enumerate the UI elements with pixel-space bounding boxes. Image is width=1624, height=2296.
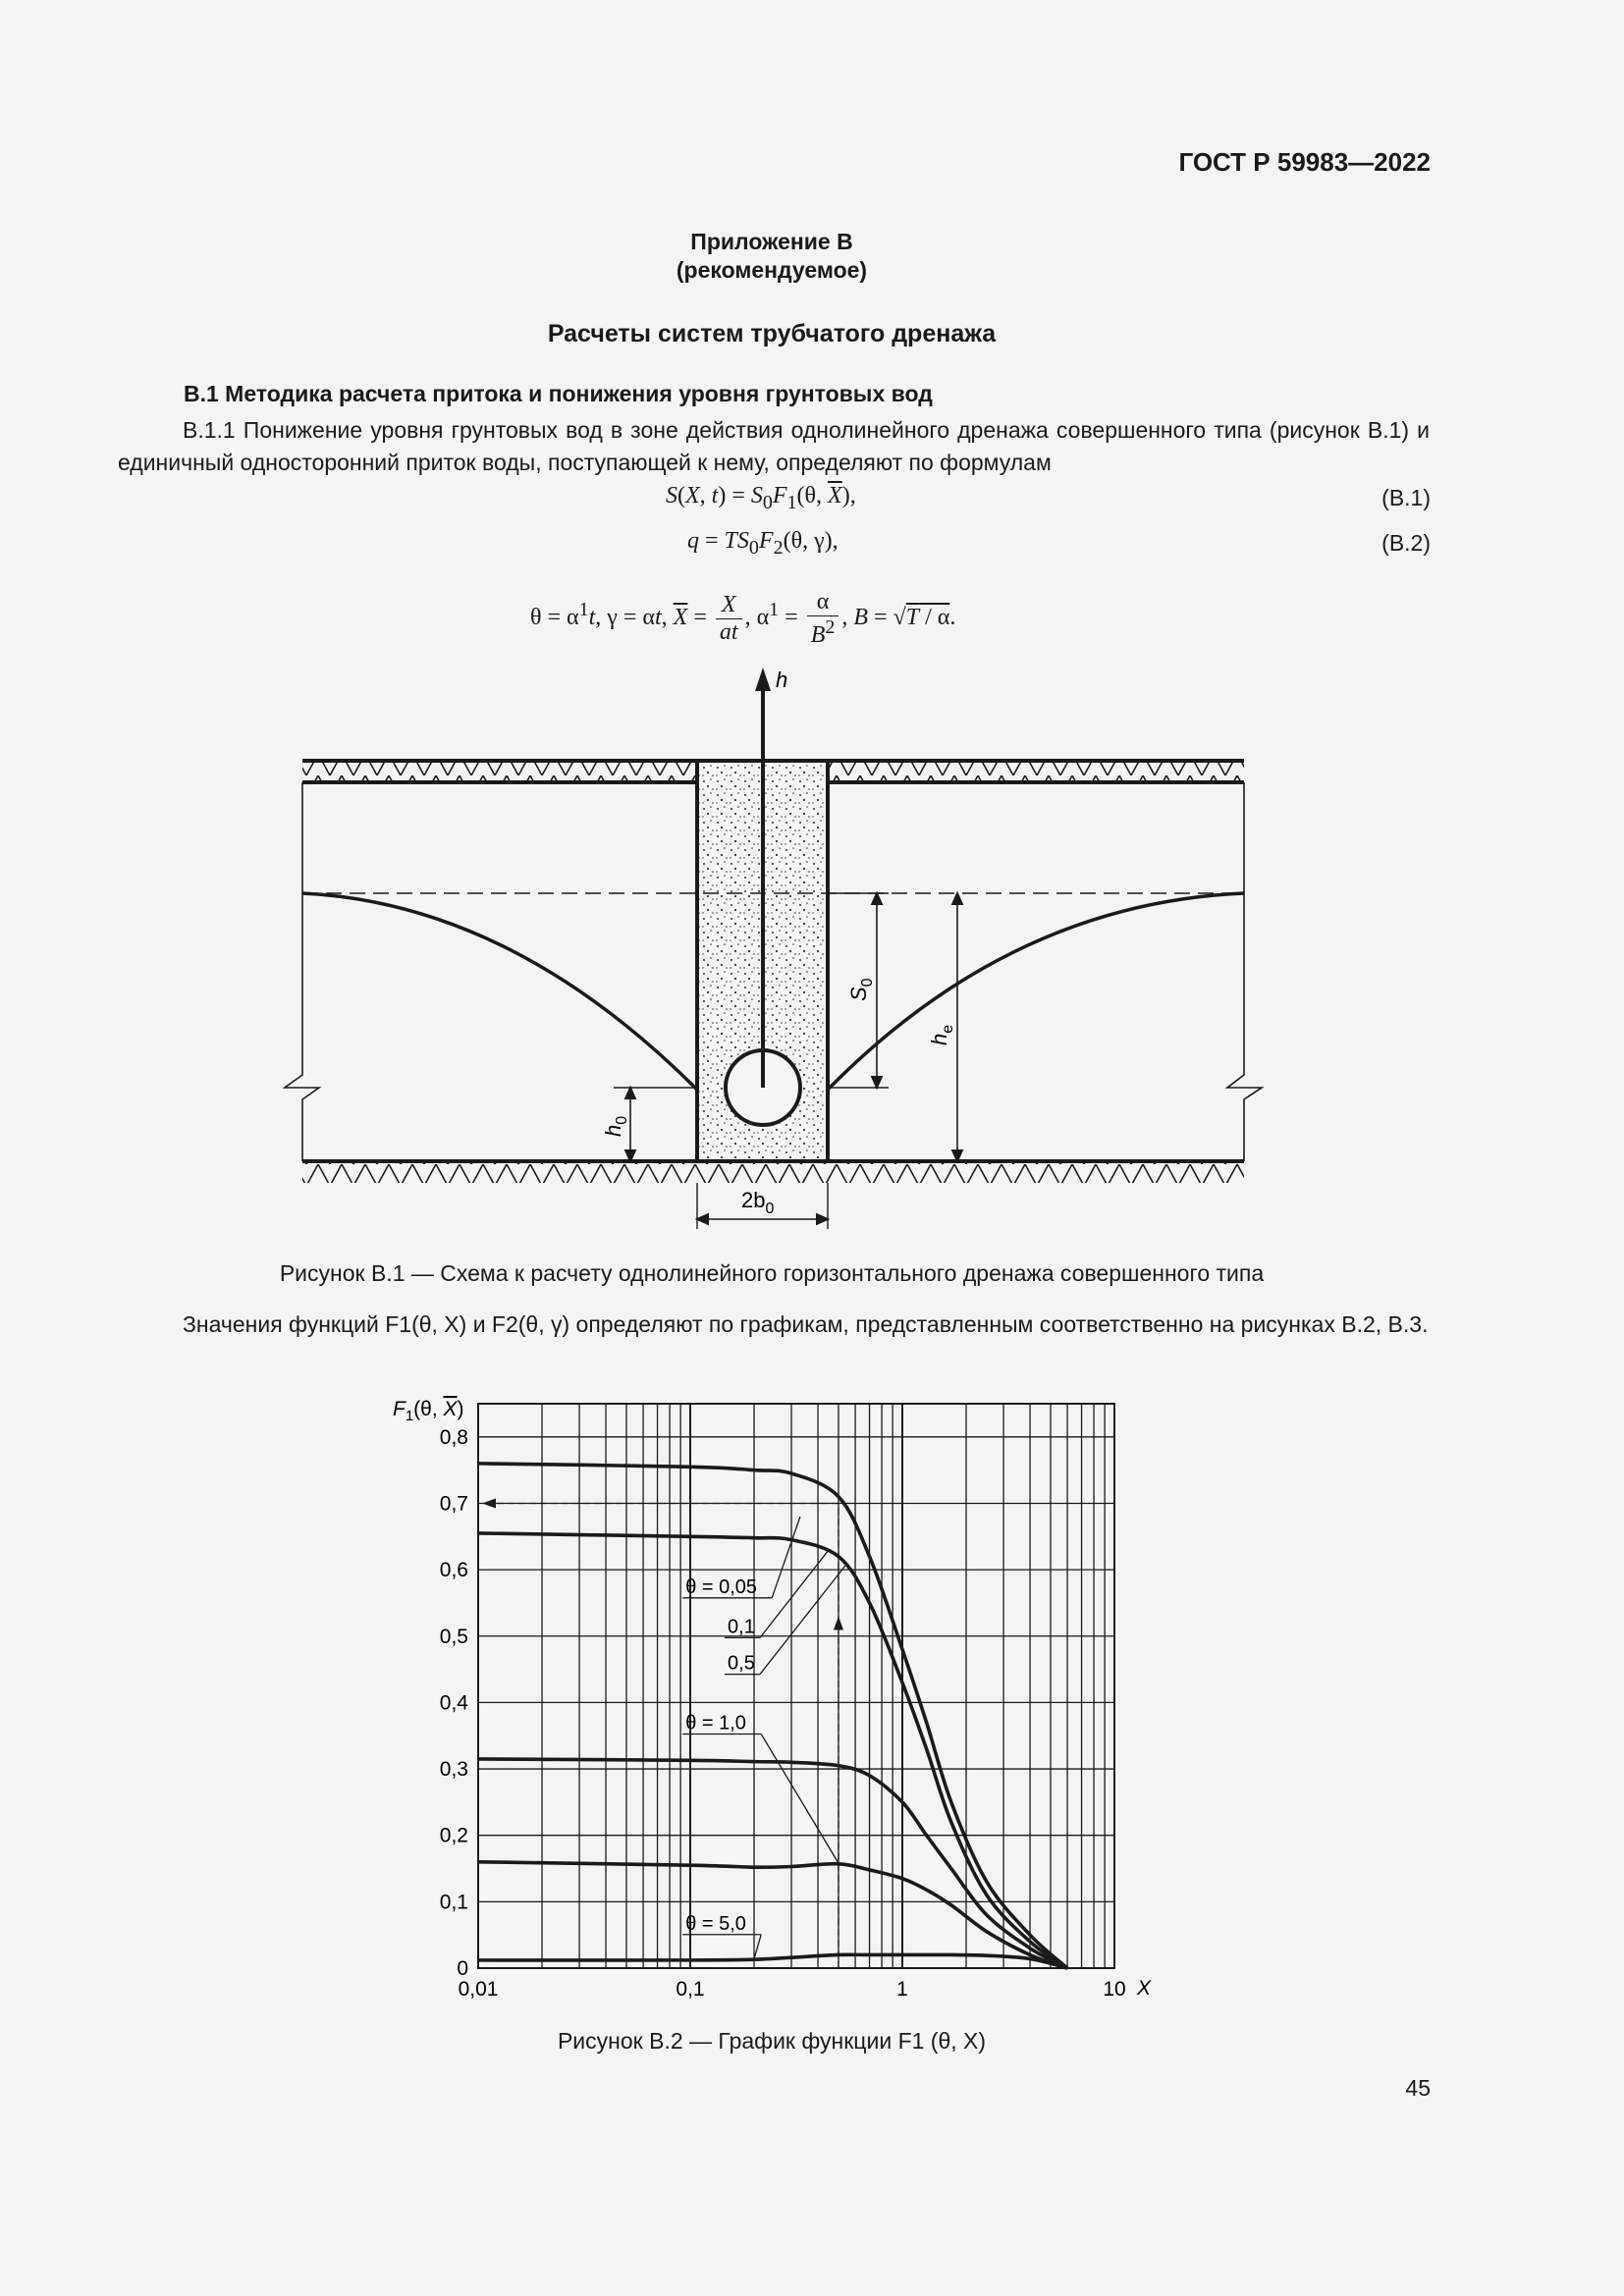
annotation-arrow-up [834,1616,843,1629]
f1-chart [373,1394,1159,2022]
y-tick-label: 0 [457,1957,468,1980]
figure2-caption: Рисунок В.2 — График функции F1 (θ, X) [557,2028,987,2054]
formula-b1: S(X, $t) = S_0F_1(\theta$, $\overline{X}$), [666,483,856,513]
x-tick-label: 0,1 [676,1978,705,2001]
label-h: h [776,667,788,692]
chart-ylabel: $F_1(\theta$, X) [393,1398,464,1424]
section-title: Расчеты систем трубчатого дренажа [547,320,997,347]
drainage-scheme-figure [0,667,1624,1256]
series-label: 0,1 [728,1616,755,1638]
plot-frame [478,1404,1114,1968]
label-he: $h_e$ [927,1024,956,1045]
series-line [478,1954,1067,1968]
chart-xlabel: X [1137,1977,1152,2000]
depression-curve-left [302,893,697,1090]
series-label: θ = 5,0 [685,1912,746,1935]
subsection-title: В.1 Методика расчета притока и понижения уровня грунтовых вод [184,381,933,406]
y-tick-label: 0,6 [439,1559,468,1582]
figure1-caption: Рисунок В.1 — Схема к расчету однолинейного горизонтального дренажа совершенного типа [279,1260,1265,1286]
series-line [478,1862,1067,1968]
y-tick-label: 0,7 [439,1492,468,1516]
depression-curve-right [828,893,1244,1090]
label-h0: $h_0$ [601,1115,630,1137]
y-tick-label: 0,2 [439,1824,468,1847]
annotation-arrow-left [482,1498,496,1508]
bottom-layer-hatch-right [828,1161,1244,1183]
formula-number-b1: (В.1) [1381,485,1431,510]
chart-series [478,1464,1067,1968]
paragraph-2: Значения функций F1(θ, X) и F2(θ, γ) определяют по графикам, представленным соответственно на рисунках В.2, В.3. [183,1311,1429,1337]
paragraph-1: В.1.1 Понижение уровня грунтовых вод в зоне действия однолинейного дренажа совершенного типа (рисунок В.1) и единичный односторонний приток воды, поступающей к нему, определяют по формулам [118,417,1430,475]
formula-number-b2: (В.2) [1381,530,1431,556]
annex-type: (рекомендуемое) [676,257,868,283]
x-tick-label: 10 [1103,1978,1126,2001]
bottom-layer-hatch-left [302,1161,697,1183]
y-tick-label: 0,1 [439,1891,468,1914]
y-tick-label: 0,3 [439,1758,468,1782]
label-2b0: $2b_0$ [741,1188,775,1217]
page-number: 45 [1405,2075,1431,2101]
series-label: θ = 0,05 [685,1575,758,1598]
y-tick-label: 0,8 [439,1425,468,1449]
y-tick-label: 0,4 [439,1691,468,1715]
series-line [478,1533,1067,1968]
y-tick-label: 0,5 [439,1625,468,1648]
formula-b2: $q = TS_0F_2(\theta$, γ), [687,528,839,559]
top-layer-hatch-left [302,761,697,782]
chart-series-labels [682,1517,847,1959]
x-tick-label: 1 [896,1978,908,2001]
label-s0: $S_0$ [846,978,876,1001]
document-code: ГОСТ Р 59983—2022 [1178,147,1431,177]
formula-definitions: $\theta = \alpha^1t$, γ = αt, $\overline{X}$ = $\frac{X}{at}$ , $\alpha^1$ = $\frac{\alpha}{B^2}$ , B = √T / α. [530,589,956,648]
x-tick-label: 0,01 [458,1978,499,2001]
annex-title: Приложение В [690,229,853,254]
chart-grid [478,1404,1114,1968]
series-label: θ = 1,0 [685,1712,746,1735]
top-layer-hatch-right [828,761,1244,782]
series-label: 0,5 [728,1652,755,1675]
